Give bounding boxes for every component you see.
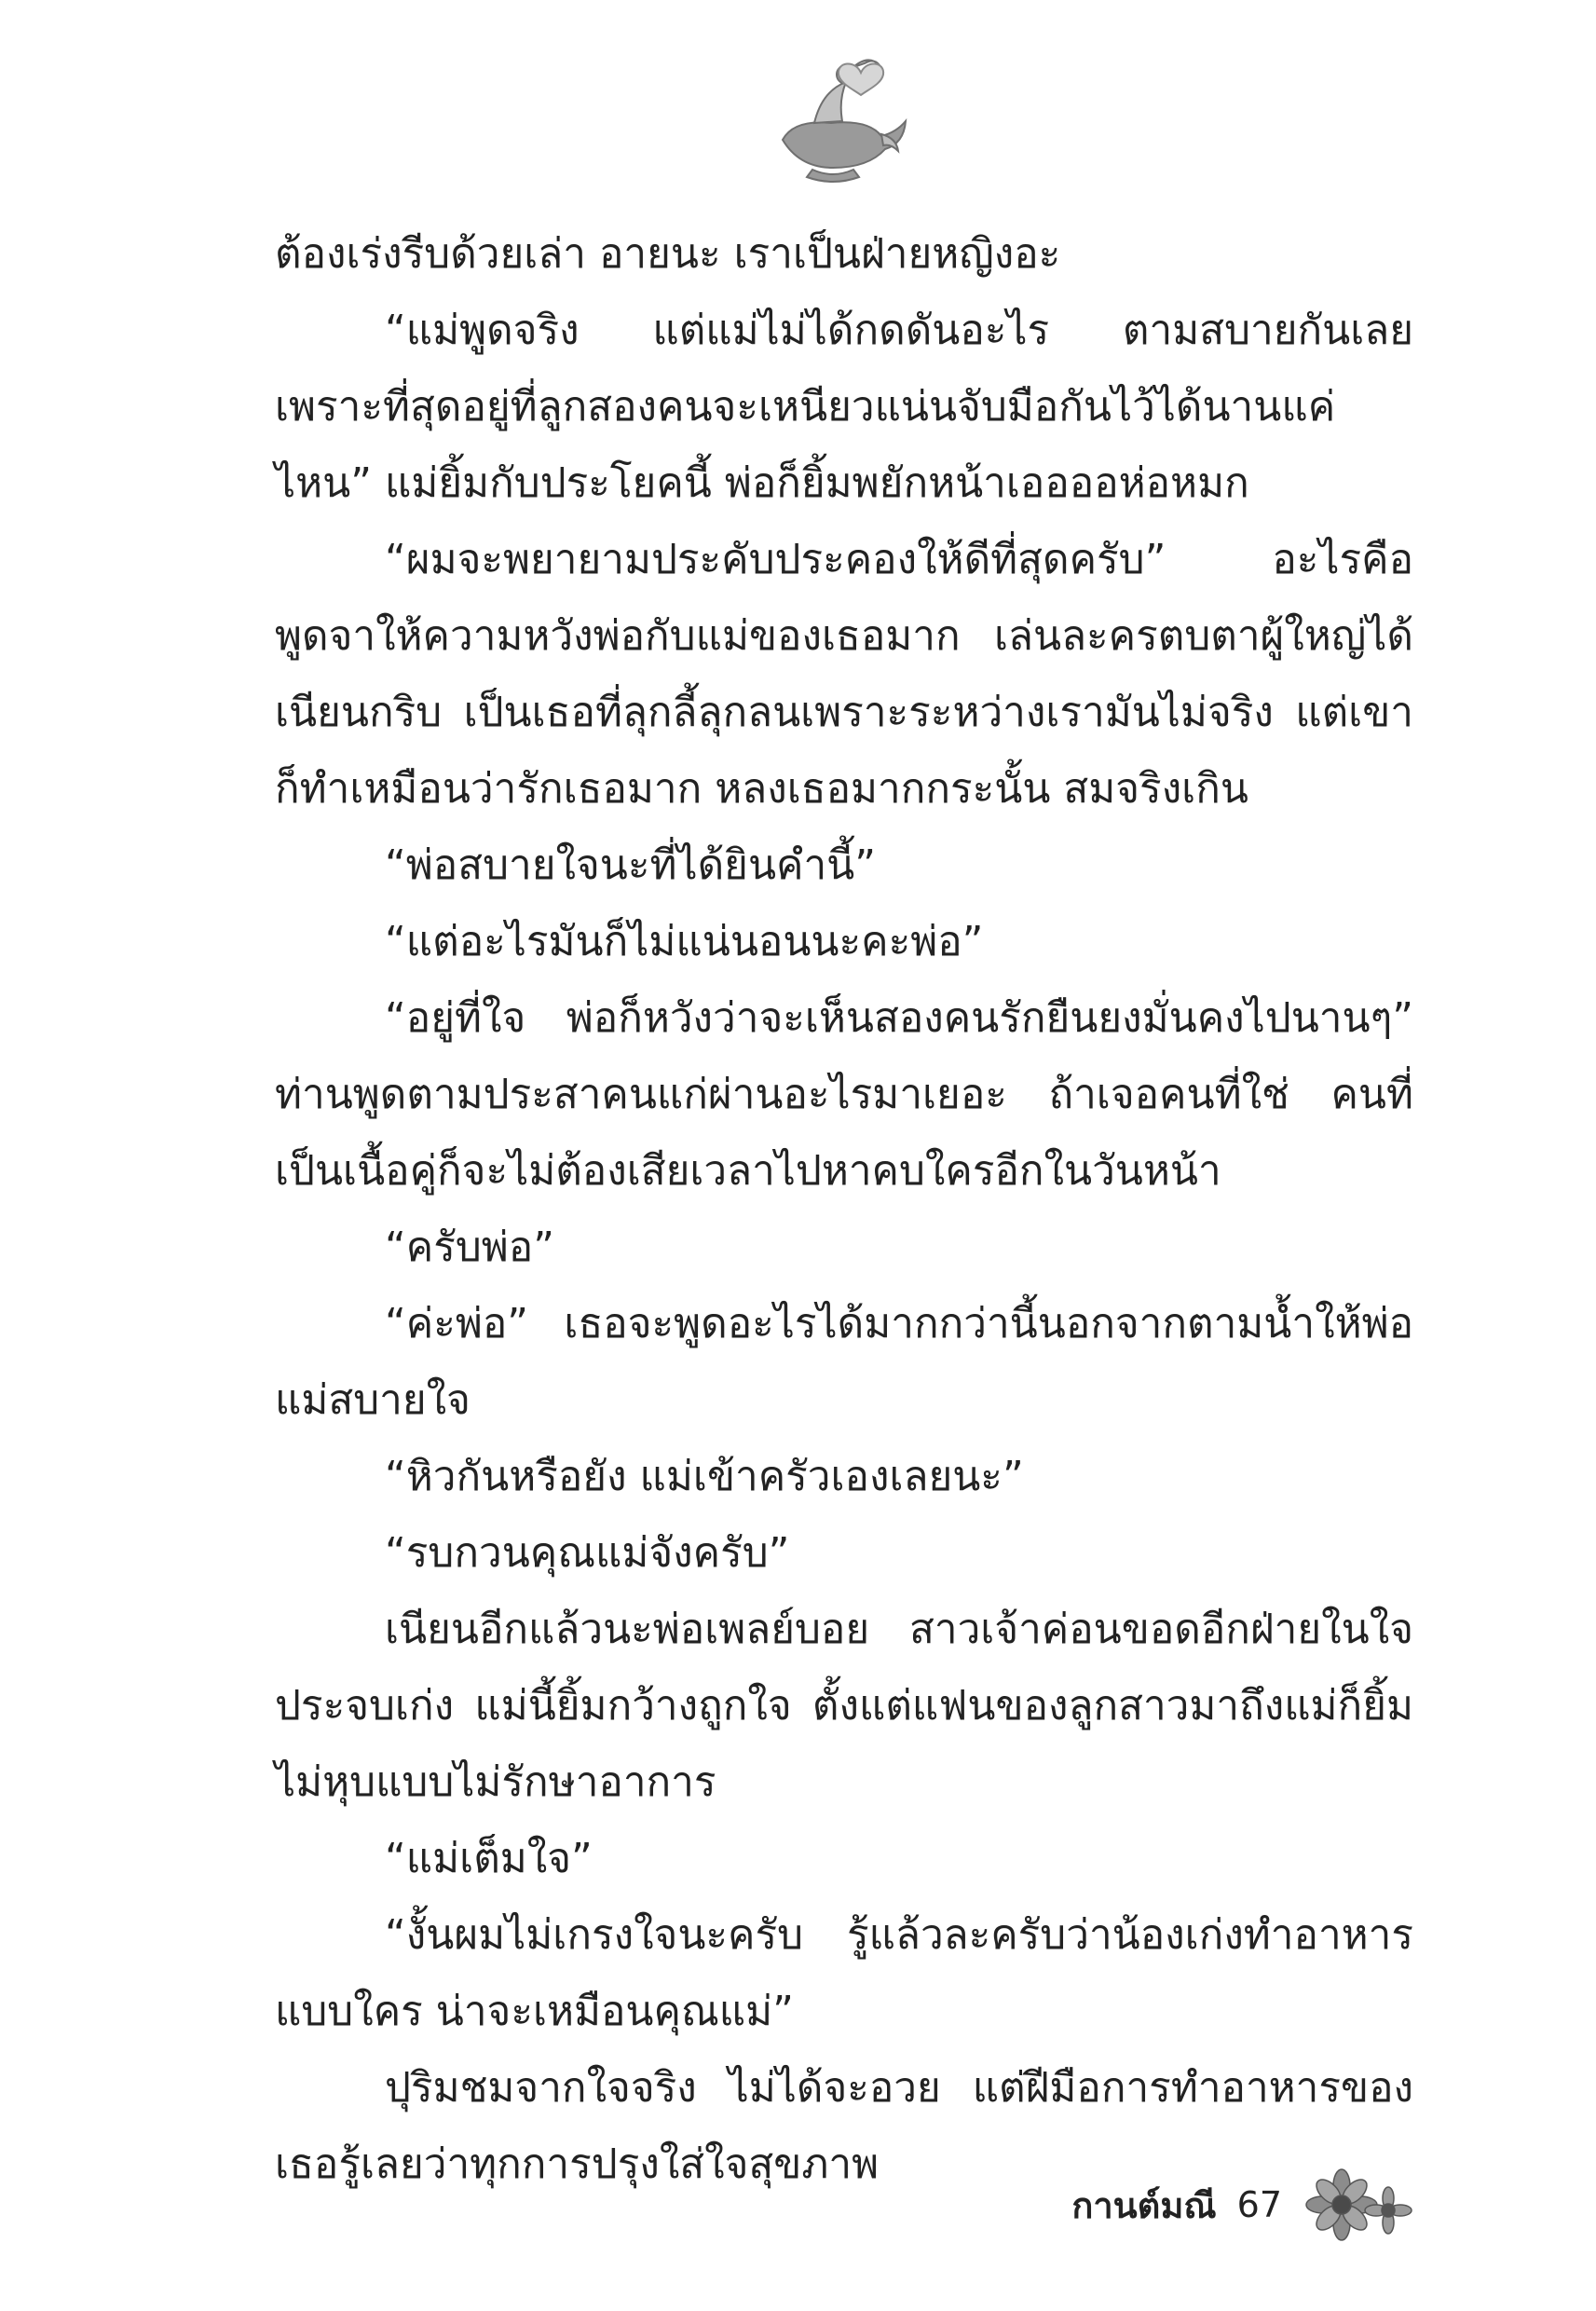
paragraph: “ครับพ่อ”	[385, 1224, 555, 1271]
paragraph: “พ่อสบายใจนะที่ได้ยินคำนี้”	[385, 841, 877, 889]
page-footer	[1071, 2167, 1414, 2242]
body-text	[275, 216, 1426, 2203]
paragraph: “รบกวนคุณแม่จังครับ”	[385, 1529, 790, 1577]
flower-ornament-icon	[1303, 2167, 1414, 2242]
paragraph: “หิวกันหรือยัง แม่เข้าครัวเองเลยนะ”	[385, 1453, 1024, 1500]
paragraph: เนียนอีกแล้วนะพ่อเพลย์บอย สาวเจ้าค่อนขอดอีกฝ่ายในใจ ประจบเก่ง แม่นี้ยิ้มกว้างถูกใจ ตั้งแต่แฟนของลูกสาวมาถึงแม่ก็ยิ้มไม่หุบแบบไม่รักษาอาการ	[275, 1606, 1426, 1806]
paragraph: “แต่อะไรมันก็ไม่แน่นอนนะคะพ่อ”	[385, 918, 984, 965]
genie-lamp-ornament-icon	[757, 54, 915, 185]
paragraph: “อยู่ที่ใจ พ่อก็หวังว่าจะเห็นสองคนรักยืนยงมั่นคงไปนานๆ” ท่านพูดตามประสาคนแก่ผ่านอะไรมาเยอะ ถ้าเจอคนที่ใช่ คนที่เป็นเนื้อคู่ก็จะไม่ต้องเสียเวลาไปหาคบใครอีกในวันหน้า	[275, 994, 1426, 1195]
paragraph: “ผมจะพยายามประคับประคองให้ดีที่สุดครับ” อะไรคือพูดจาให้ความหวังพ่อกับแม่ของเธอมาก เล่นละครตบตาผู้ใหญ่ได้เนียนกริบ เป็นเธอที่ลุกลี้ลุกลนเพราะระหว่างเรามันไม่จริง แต่เขาก็ทำเหมือนว่ารักเธอมาก หลงเธอมากกระนั้น สมจริงเกิน	[275, 536, 1413, 813]
book-title: กานต์มณี	[1071, 2184, 1217, 2226]
paragraph: “แม่เต็มใจ”	[385, 1835, 593, 1882]
paragraph: ปุริมชมจากใจจริง ไม่ได้จะอวย แต่ฝีมือการทำอาหารของเธอรู้เลยว่าทุกการปรุงใส่ใจสุขภาพ	[275, 2064, 1413, 2188]
page-number: 67	[1236, 2184, 1282, 2225]
paragraph: “งั้นผมไม่เกรงใจนะครับ รู้แล้วละครับว่าน้องเก่งทำอาหารแบบใคร น่าจะเหมือนคุณแม่”	[275, 1911, 1413, 2035]
paragraph: “แม่พูดจริง แต่แม่ไม่ได้กดดันอะไร ตามสบายกันเลย เพราะที่สุดอยู่ที่ลูกสองคนจะเหนียวแน่นจับมือกันไว้ได้นานแค่ไหน” แม่ยิ้มกับประโยคนี้ พ่อก็ยิ้มพยักหน้าเออออห่อหมก	[275, 307, 1426, 507]
paragraph: “ค่ะพ่อ” เธอจะพูดอะไรได้มากกว่านี้นอกจากตามน้ำให้พ่อแม่สบายใจ	[275, 1300, 1413, 1424]
paragraph: ต้องเร่งรีบด้วยเล่า อายนะ เราเป็นฝ่ายหญิงอะ	[275, 230, 1061, 278]
